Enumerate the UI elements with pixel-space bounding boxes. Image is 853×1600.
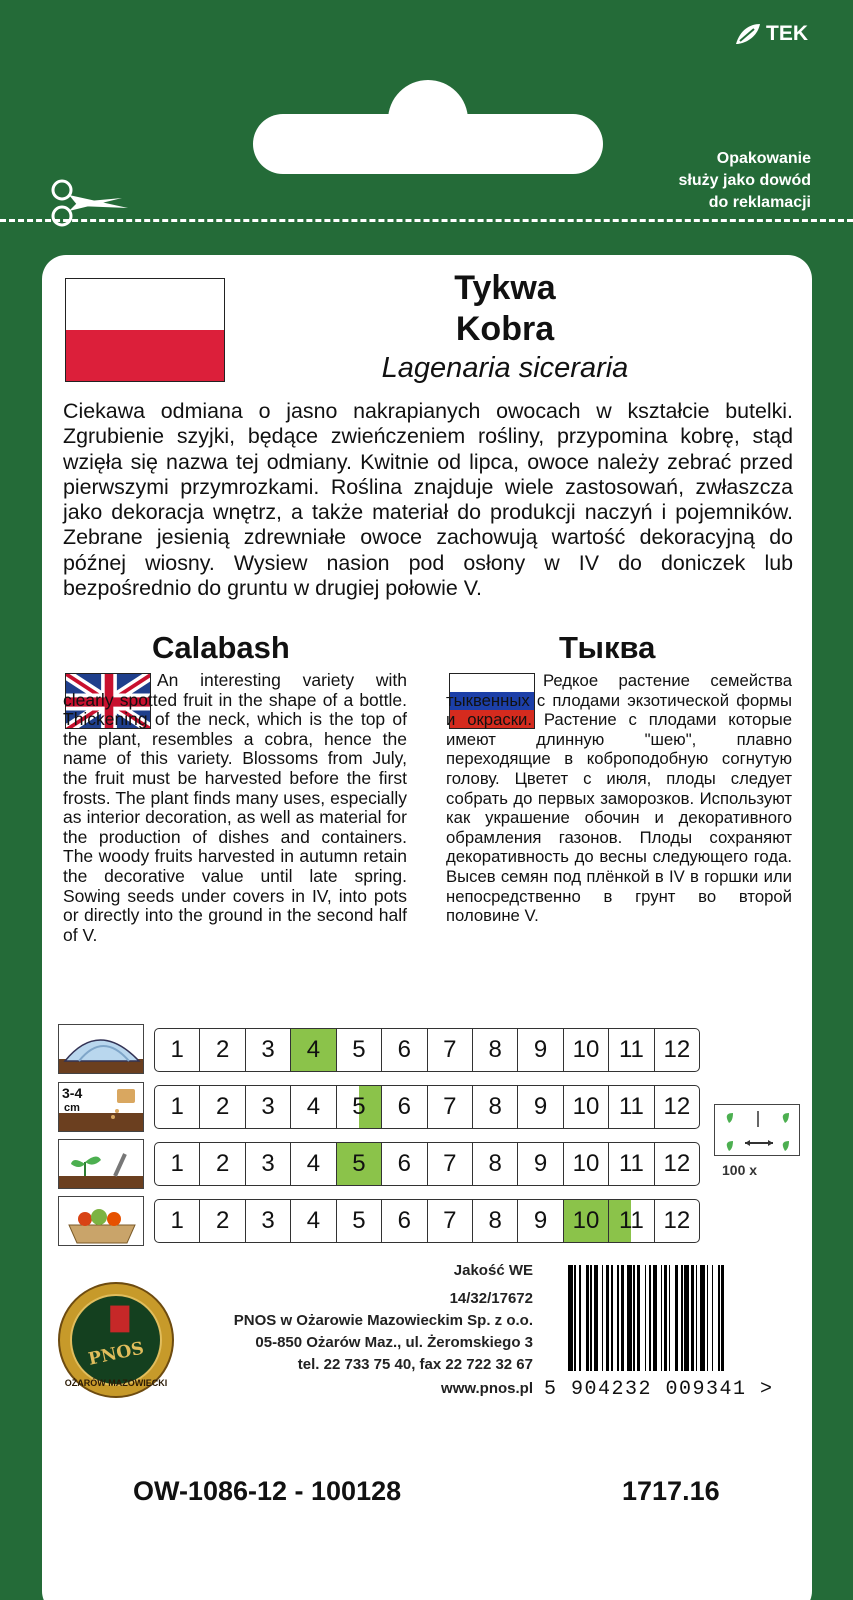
month-label: 9 — [533, 1207, 548, 1234]
month-cell — [382, 1143, 427, 1185]
seed-count: 100 x — [722, 1162, 758, 1178]
harvest-basket-icon — [58, 1196, 144, 1246]
month-cell — [473, 1086, 518, 1128]
month-cell — [382, 1200, 427, 1242]
variety-name: Kobra — [455, 310, 555, 348]
month-cell — [155, 1029, 200, 1071]
month-label: 8 — [488, 1207, 502, 1234]
month-label: 12 — [663, 1093, 691, 1120]
registration-number: 14/32/17672 — [449, 1290, 533, 1307]
month-cell — [609, 1143, 654, 1185]
month-label: 2 — [215, 1036, 230, 1063]
month-cell — [382, 1086, 427, 1128]
month-cell — [200, 1086, 245, 1128]
month-label: 5 — [352, 1207, 366, 1234]
month-label: 2 — [215, 1207, 230, 1234]
month-label: 8 — [488, 1150, 502, 1177]
month-label: 1 — [170, 1036, 184, 1063]
english-title: Calabash — [152, 630, 290, 665]
month-cell — [518, 1143, 563, 1185]
description-ru: Редкое растение семейства тыквенных с плодами экзотической формы и окраски. Растение с плодами которые имеют длинную "шею", плавно переходящие в коброподобную согнутую голову. Цветет с июля, плоды следует собрать до первых заморозков. Используют как украшение обочин и декоративного обрамления газонов. Плоды сохраняют декоративность до весны следующего года. Высев семян под плёнкой в IV в горшки или непосредственно в грунт во второй половине V. — [446, 671, 792, 926]
month-cell — [200, 1200, 245, 1242]
month-label: 7 — [443, 1207, 457, 1234]
notice-line: służy jako dowód — [678, 172, 811, 189]
month-cell — [428, 1029, 473, 1071]
month-label: 12 — [663, 1207, 691, 1234]
month-label: 6 — [397, 1150, 411, 1177]
price-code: 1717.16 — [622, 1476, 720, 1506]
month-label: 12 — [663, 1150, 691, 1177]
month-cell — [337, 1143, 382, 1185]
quality-mark: Jakość WE — [453, 1262, 533, 1279]
description-pl: Ciekawa odmiana o jasno nakrapianych owocach w kształcie butelki. Zgrubienie szyjki, będące zwieńczeniem rośliny, przypomina kobrę, stąd wzięła się nazwa tej odmiany. Kwitnie od lipca, owoce należy zebrać przed pierwszymi przymrozkami. Roślina znajduje wiele zastosowań, zwłaszcza jako dekoracja wnętrz, a także materiał do produkcji naczyń i pojemników. Zebrane jesienią zdrewniałe owoce zachowują wartość dekoracyjną do późnej wiosny. Wysiew nasion pod osłony w IV do doniczek lub bezpośrednio do gruntu w drugiej połowie V. — [63, 399, 793, 601]
month-label: 12 — [663, 1036, 691, 1063]
company-phone: tel. 22 733 75 40, fax 22 722 32 67 — [297, 1356, 533, 1373]
month-cell — [518, 1086, 563, 1128]
greenhouse-sowing-icon — [58, 1024, 144, 1074]
month-cell — [246, 1086, 291, 1128]
calendar-row-sowing-under-cover — [154, 1028, 700, 1072]
sowing-depth-icon — [58, 1082, 144, 1132]
month-cell — [564, 1086, 609, 1128]
month-cell — [609, 1029, 654, 1071]
month-cell — [428, 1086, 473, 1128]
month-label: 6 — [397, 1036, 411, 1063]
month-label: 9 — [533, 1150, 548, 1177]
month-label: 1 — [170, 1150, 184, 1177]
month-cell — [655, 1086, 699, 1128]
latin-name: Lagenaria siceraria — [381, 352, 629, 384]
calendar-row-harvest — [154, 1199, 700, 1243]
month-cell — [291, 1200, 336, 1242]
company-name: PNOS w Ożarowie Mazowieckim Sp. z o.o. — [233, 1312, 533, 1329]
month-cell — [246, 1029, 291, 1071]
month-cell — [564, 1029, 609, 1071]
product-name: Tykwa — [454, 269, 556, 307]
month-cell — [518, 1029, 563, 1071]
month-label: 10 — [572, 1150, 600, 1177]
month-label: 4 — [306, 1093, 321, 1120]
planting-icon — [58, 1139, 144, 1189]
month-label: 1 — [170, 1093, 184, 1120]
month-label: 4 — [306, 1036, 321, 1063]
month-label: 9 — [533, 1093, 548, 1120]
hang-hole — [253, 114, 603, 174]
month-label: 2 — [215, 1150, 230, 1177]
month-label: 5 — [352, 1150, 366, 1177]
month-label: 10 — [572, 1036, 600, 1063]
month-cell — [200, 1143, 245, 1185]
month-label: 8 — [488, 1036, 502, 1063]
logo-text: PNOS — [86, 1338, 146, 1370]
calendar-row-planting-out — [154, 1142, 700, 1186]
month-cell — [200, 1029, 245, 1071]
month-cell — [609, 1200, 654, 1242]
depth-unit: cm — [64, 1102, 80, 1114]
barcode-bar — [724, 1265, 727, 1371]
month-cell — [473, 1200, 518, 1242]
month-cell — [155, 1086, 200, 1128]
depth-value: 3-4 — [62, 1085, 83, 1101]
month-label: 3 — [261, 1207, 275, 1234]
month-label: 5 — [352, 1036, 366, 1063]
month-cell — [655, 1143, 699, 1185]
month-cell — [655, 1200, 699, 1242]
month-cell — [609, 1086, 654, 1128]
notice-line: Opakowanie — [716, 150, 811, 167]
month-label: 7 — [443, 1036, 457, 1063]
month-label: 6 — [397, 1093, 411, 1120]
month-cell — [291, 1086, 336, 1128]
month-label: 7 — [443, 1093, 457, 1120]
cut-line — [0, 219, 853, 222]
month-label: 3 — [261, 1093, 275, 1120]
barcode — [568, 1265, 800, 1377]
month-cell — [428, 1143, 473, 1185]
brand-name: TEK — [766, 22, 808, 45]
notice-line: do reklamacji — [708, 194, 811, 211]
month-cell — [291, 1143, 336, 1185]
month-label: 4 — [306, 1150, 321, 1177]
month-label: 3 — [261, 1036, 275, 1063]
month-cell — [246, 1200, 291, 1242]
company-address: 05-850 Ożarów Maz., ul. Żeromskiego 3 — [255, 1334, 533, 1351]
poland-flag-icon — [65, 278, 225, 382]
month-label: 11 — [618, 1207, 644, 1234]
month-label: 10 — [572, 1093, 600, 1120]
month-cell — [564, 1143, 609, 1185]
month-label: 9 — [533, 1036, 548, 1063]
month-label: 11 — [618, 1150, 644, 1177]
month-cell — [564, 1200, 609, 1242]
leaf-icon — [734, 22, 762, 46]
month-cell — [337, 1200, 382, 1242]
month-cell — [155, 1200, 200, 1242]
month-cell — [291, 1029, 336, 1071]
month-cell — [428, 1200, 473, 1242]
month-label: 1 — [170, 1207, 184, 1234]
month-label: 2 — [215, 1093, 230, 1120]
company-website: www.pnos.pl — [441, 1380, 533, 1397]
month-label: 10 — [572, 1207, 600, 1234]
description-en: An interesting variety with clearly spotted fruit in the shape of a bottle. Thickening of the neck, which is the top of the plant, resembles a cobra, hence the name of this variety. Blossoms from July, the fruit must be harvested before the first frosts. The plant finds many uses, especially as interior decoration, as well as material for the production of dishes and containers. The woody fruits harvested in autumn retain the decorative value until late spring. Sowing seeds under covers in IV, into pots or directly into the ground in the second half of V. — [63, 670, 407, 945]
month-cell — [337, 1029, 382, 1071]
month-label: 11 — [618, 1036, 644, 1063]
month-cell — [155, 1143, 200, 1185]
month-cell — [473, 1029, 518, 1071]
russian-title: Тыква — [559, 630, 656, 665]
month-label: 7 — [443, 1150, 457, 1177]
calendar-row-direct-sowing — [154, 1085, 700, 1129]
month-label: 8 — [488, 1093, 502, 1120]
month-cell — [337, 1086, 382, 1128]
barcode-digits: 5 904232 009341 > — [544, 1378, 774, 1401]
lot-code: OW-1086-12 - 100128 — [133, 1476, 402, 1506]
logo-ring-text: OŻARÓW MAZOWIECKI — [64, 1378, 168, 1388]
month-cell — [246, 1143, 291, 1185]
month-label: 11 — [618, 1093, 644, 1120]
month-label: 3 — [261, 1150, 275, 1177]
month-label: 4 — [306, 1207, 321, 1234]
complaint-notice — [591, 148, 811, 214]
month-cell — [518, 1200, 563, 1242]
month-label: 5 — [352, 1093, 366, 1120]
month-label: 6 — [397, 1207, 411, 1234]
plant-spacing-icon — [714, 1104, 800, 1156]
brand-logo — [734, 22, 808, 46]
month-cell — [473, 1143, 518, 1185]
month-cell — [655, 1029, 699, 1071]
month-cell — [382, 1029, 427, 1071]
